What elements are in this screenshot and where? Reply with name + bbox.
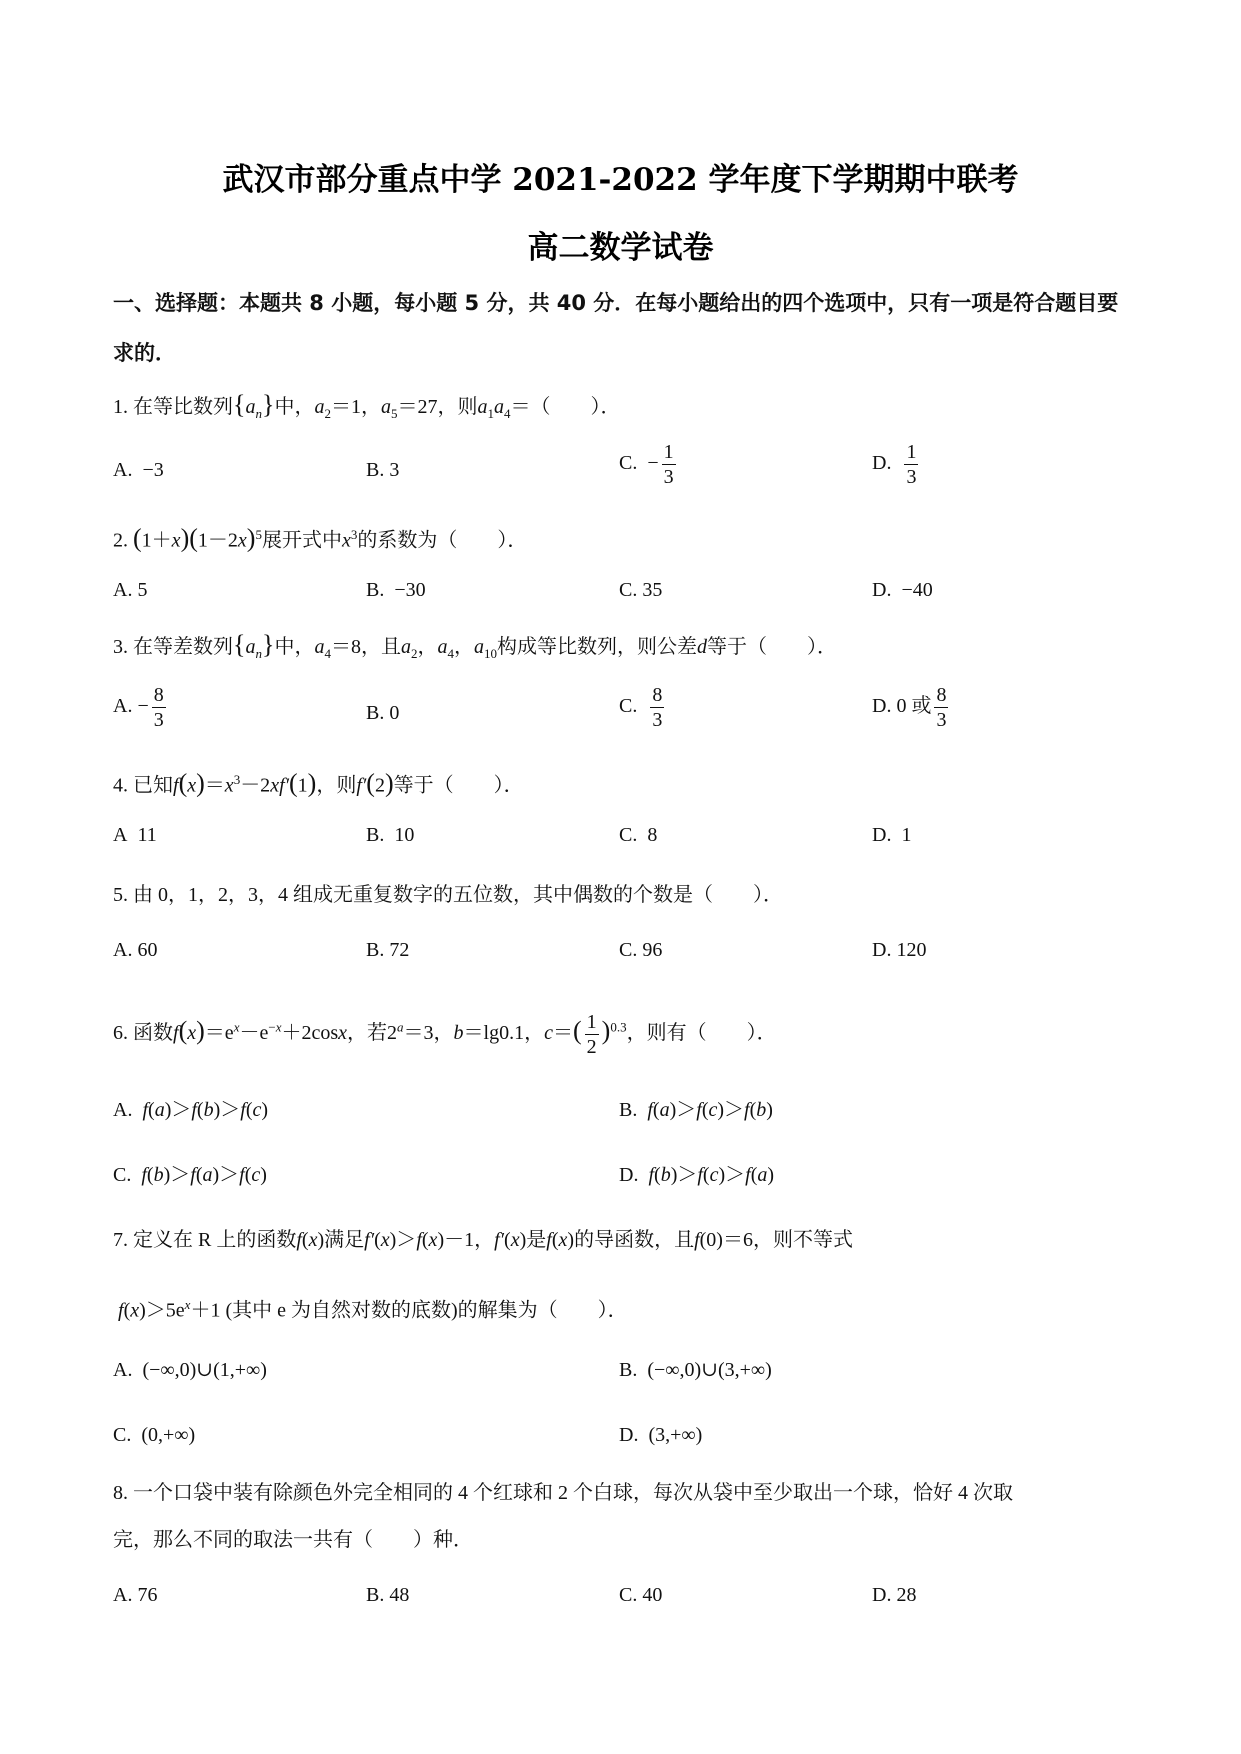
q7-option-a[interactable]: A. (−∞,0)∪(1,+∞) <box>113 1359 267 1381</box>
section-heading: 一、选择题：本题共 8 小题，每小题 5 分，共 40 分．在每小题给出的四个选项中，只有一项是符合题目要求的． <box>113 291 1119 365</box>
question-7-line2: $f(x)>5e^x+1$ (其中 e 为自然对数的底数)的解集为（ ）． <box>118 1297 628 1322</box>
q4-option-d[interactable]: D. 1 <box>872 824 912 846</box>
question-8-line1: 8. 一个口袋中装有除颜色外完全相同的 4 个红球和 2 个白球，每次从袋中至少取出一个球，恰好 4 次取 <box>113 1482 1013 1504</box>
exam-subtitle: 高二数学试卷 <box>527 230 714 266</box>
q7-option-c[interactable]: C. (0,+∞) <box>113 1424 196 1446</box>
q8-option-d[interactable]: D. 28 <box>872 1584 917 1606</box>
q5-option-d[interactable]: D. 120 <box>872 939 927 961</box>
q3-option-c[interactable]: C. $\frac{8}{3}$ <box>619 684 663 731</box>
q6-option-a[interactable]: A. f(a)＞f(b)＞f(c) <box>113 1099 269 1121</box>
q8-option-c[interactable]: C. 40 <box>619 1584 663 1606</box>
q7-option-b[interactable]: B. (−∞,0)∪(3,+∞) <box>619 1359 772 1381</box>
q4-option-b[interactable]: B. 10 <box>366 824 415 846</box>
q5-option-b[interactable]: B. 72 <box>366 939 410 961</box>
q4-option-a[interactable]: A 11 <box>113 824 157 846</box>
q6-option-c[interactable]: C. f(b)＞f(a)＞f(c) <box>113 1164 267 1186</box>
q5-option-a[interactable]: A. 60 <box>113 939 158 961</box>
q3-option-b[interactable]: B. 0 <box>366 702 400 724</box>
q6-option-b[interactable]: B. f(a)＞f(c)＞f(b) <box>619 1099 773 1121</box>
q2-option-a[interactable]: A. 5 <box>113 579 148 601</box>
q6-option-d[interactable]: D. f(b)＞f(c)＞f(a) <box>619 1164 775 1186</box>
question-1: 1. 在等比数列$\{a_n\}$中，$a_2=1$，$a_5=27$，则$a_1a_4=$（ ）． <box>113 390 621 421</box>
question-8-line2: 完，那么不同的取法一共有（ ）种． <box>113 1529 473 1551</box>
q8-option-a[interactable]: A. 76 <box>113 1584 158 1606</box>
q1-option-d[interactable]: D. $\frac{1}{3}$ <box>872 441 917 488</box>
q1-option-c[interactable]: C. − $\frac{1}{3}$ <box>619 441 674 488</box>
question-6: 6. 函数$f(x)=e^x-e^{-x}+2\cos x$，若$2^a=3$，b＝lg0.1，c＝( $\frac{1}{2}$ )$^{0.3}$，则有（ ）． <box>113 1011 777 1058</box>
q7-option-d[interactable]: D. (3,+∞) <box>619 1424 703 1446</box>
exam-title: 武汉市部分重点中学 2021-2022 学年度下学期期中联考 <box>222 162 1019 198</box>
question-4: 4. 已知$f(x)=x^3-2xf'(1)$，则f′(2)等于（ ）． <box>113 768 524 798</box>
q3-option-a[interactable]: A. − $\frac{8}{3}$ <box>113 684 164 731</box>
q5-option-c[interactable]: C. 96 <box>619 939 663 961</box>
q4-option-c[interactable]: C. 8 <box>619 824 658 846</box>
q1-option-b[interactable]: B. 3 <box>366 459 400 481</box>
question-3: 3. 在等差数列$\{a_n\}$中，$a_4=8$，且$a_2$，$a_4$，$a_{10}$构成等比数列，则公差d等于（ ）． <box>113 630 837 661</box>
q8-option-b[interactable]: B. 48 <box>366 1584 410 1606</box>
q2-option-b[interactable]: B. −30 <box>366 579 426 601</box>
q2-option-d[interactable]: D. −40 <box>872 579 933 601</box>
q3-option-d[interactable]: D. 0 或 $\frac{8}{3}$ <box>872 684 947 731</box>
question-2: 2. $(1+x)(1-2x)^5$展开式中$x^3$的系数为（ ）． <box>113 523 528 553</box>
q2-option-c[interactable]: C. 35 <box>619 579 663 601</box>
question-5: 5. 由 0，1，2，3，4 组成无重复数字的五位数，其中偶数的个数是（ ）． <box>113 884 783 906</box>
question-7-line1: 7. 定义在 R 上的函数f(x)满足f′(x)＞f(x)－1，f′(x)是f(x)的导函数，且f(0)＝6，则不等式 <box>113 1229 853 1251</box>
q1-option-a[interactable]: A. −3 <box>113 459 164 481</box>
